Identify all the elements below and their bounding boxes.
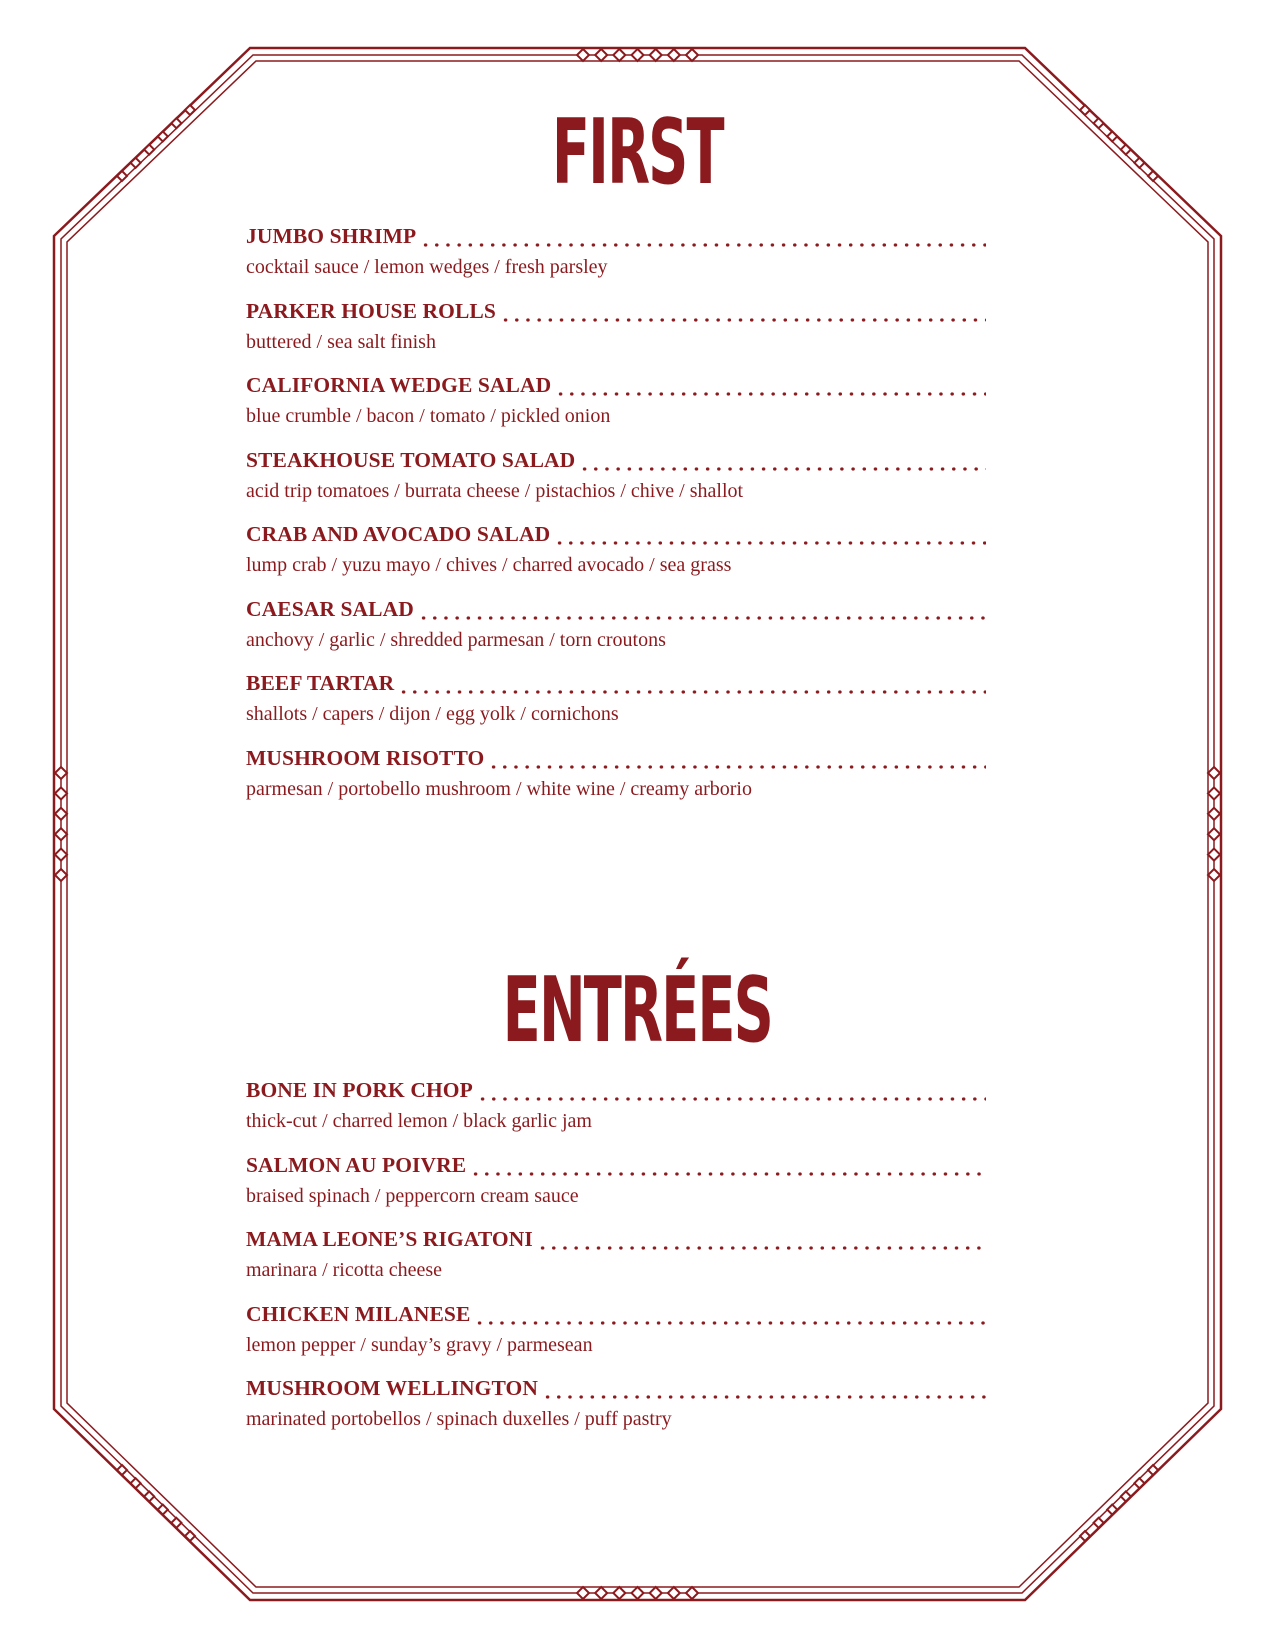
diamond-ornament xyxy=(632,49,644,61)
menu-item-crab-avocado-salad xyxy=(246,522,986,597)
dot-leader xyxy=(500,317,986,323)
item-description: lump crab / yuzu mayo / chives / charred avocado / sea grass xyxy=(246,554,732,576)
item-description: braised spinach / peppercorn cream sauce xyxy=(246,1184,579,1207)
item-description: cocktail sauce / lemon wedges / fresh parsley xyxy=(246,256,608,278)
diamond-ornament xyxy=(1208,828,1220,840)
item-name: MAMA LEONE’S RIGATONI xyxy=(246,1227,533,1251)
menu-list-first xyxy=(246,224,986,820)
diamond-ornament xyxy=(686,49,698,61)
diamond-ornament xyxy=(131,158,141,168)
diamond-ornament xyxy=(55,767,67,779)
item-name: SALMON AU POIVRE xyxy=(246,1152,467,1177)
item-description: blue crumble / bacon / tomato / pickled onion xyxy=(246,405,611,427)
dot-leader xyxy=(542,1394,986,1400)
item-description: buttered / sea salt finish xyxy=(246,330,436,353)
diamond-ornament xyxy=(1094,118,1104,128)
diamond-ornament xyxy=(1208,787,1220,799)
menu-item-parker-house-rolls xyxy=(246,299,986,374)
menu-item-mama-leones-rigatoni xyxy=(246,1227,986,1302)
menu-item-mushroom-risotto xyxy=(246,746,986,821)
dot-leader xyxy=(488,764,986,770)
item-name: MUSHROOM WELLINGTON xyxy=(246,1376,538,1400)
item-description: acid trip tomatoes / burrata cheese / pistachios / chive / shallot xyxy=(246,479,744,502)
diamond-ornament xyxy=(55,849,67,861)
menu-item-beef-tartar xyxy=(246,671,986,746)
diamond-ornament xyxy=(55,828,67,840)
diamond-ornament xyxy=(613,1587,625,1599)
item-name: PARKER HOUSE ROLLS xyxy=(246,298,496,323)
item-description: parmesan / portobello mushroom / white wine / creamy arborio xyxy=(246,777,752,800)
diamond-ornament xyxy=(1107,131,1117,141)
item-description: marinara / ricotta cheese xyxy=(246,1259,442,1281)
item-name: CRAB AND AVOCADO SALAD xyxy=(246,522,551,546)
menu-item-california-wedge-salad xyxy=(246,373,986,448)
menu-item-chicken-milanese xyxy=(246,1302,986,1377)
diamond-ornament xyxy=(1208,849,1220,861)
diamond-ornament xyxy=(686,1587,698,1599)
diamond-ornament xyxy=(632,1587,644,1599)
diamond-ornament xyxy=(55,869,67,881)
menu-item-steakhouse-tomato-salad xyxy=(246,448,986,523)
diamond-ornament xyxy=(1208,767,1220,779)
diamond-ornament xyxy=(185,105,195,115)
section-title-first: FIRST xyxy=(551,100,723,205)
diamond-ornament xyxy=(1134,158,1144,168)
diamond-ornament xyxy=(158,131,168,141)
menu-item-jumbo-shrimp xyxy=(246,224,986,299)
menu-list-entrees xyxy=(246,1078,986,1451)
diamond-ornament xyxy=(577,1587,589,1599)
diamond-ornament xyxy=(1080,105,1090,115)
item-description: marinated portobellos / spinach duxelles / puff pastry xyxy=(246,1408,672,1430)
diamond-ornament xyxy=(668,49,680,61)
diamond-ornament xyxy=(144,145,154,155)
menu-item-caesar-salad xyxy=(246,597,986,672)
dot-leader xyxy=(477,1096,986,1102)
diamond-ornament xyxy=(171,118,181,128)
dot-leader xyxy=(555,391,986,397)
item-name: MUSHROOM RISOTTO xyxy=(246,745,485,770)
dot-leader xyxy=(470,1171,986,1177)
item-description: thick-cut / charred lemon / black garlic jam xyxy=(246,1110,592,1132)
diamond-ornament xyxy=(595,1587,607,1599)
diamond-ornament xyxy=(55,808,67,820)
dot-leader xyxy=(579,466,986,472)
diamond-ornament xyxy=(577,49,589,61)
item-description: anchovy / garlic / shredded parmesan / torn croutons xyxy=(246,628,666,651)
item-description: shallots / capers / dijon / egg yolk / cornichons xyxy=(246,703,619,725)
dot-leader xyxy=(554,540,986,546)
dot-leader xyxy=(537,1245,986,1251)
diamond-ornament xyxy=(650,1587,662,1599)
item-name: CALIFORNIA WEDGE SALAD xyxy=(246,373,552,397)
diamond-ornament xyxy=(613,49,625,61)
dot-leader xyxy=(420,242,986,248)
item-name: JUMBO SHRIMP xyxy=(246,224,417,248)
diamond-ornament xyxy=(595,49,607,61)
diamond-ornament xyxy=(1121,145,1131,155)
diamond-ornament xyxy=(668,1587,680,1599)
item-name: CHICKEN MILANESE xyxy=(246,1301,471,1326)
menu-item-salmon-au-poivre xyxy=(246,1153,986,1228)
dot-leader xyxy=(418,615,986,621)
menu-item-mushroom-wellington xyxy=(246,1376,986,1451)
menu-item-bone-in-pork-chop xyxy=(246,1078,986,1153)
item-name: STEAKHOUSE TOMATO SALAD xyxy=(246,447,576,472)
item-description: lemon pepper / sunday’s gravy / parmesean xyxy=(246,1333,593,1356)
section-title-entrees: ENTRÉES xyxy=(502,958,772,1063)
item-name: BEEF TARTAR xyxy=(246,671,395,695)
diamond-ornament xyxy=(1208,808,1220,820)
diamond-ornament xyxy=(650,49,662,61)
diamond-ornament xyxy=(55,787,67,799)
dot-leader xyxy=(398,689,986,695)
item-name: CAESAR SALAD xyxy=(246,596,414,621)
diamond-ornament xyxy=(1208,869,1220,881)
dot-leader xyxy=(474,1320,986,1326)
item-name: BONE IN PORK CHOP xyxy=(246,1078,473,1102)
